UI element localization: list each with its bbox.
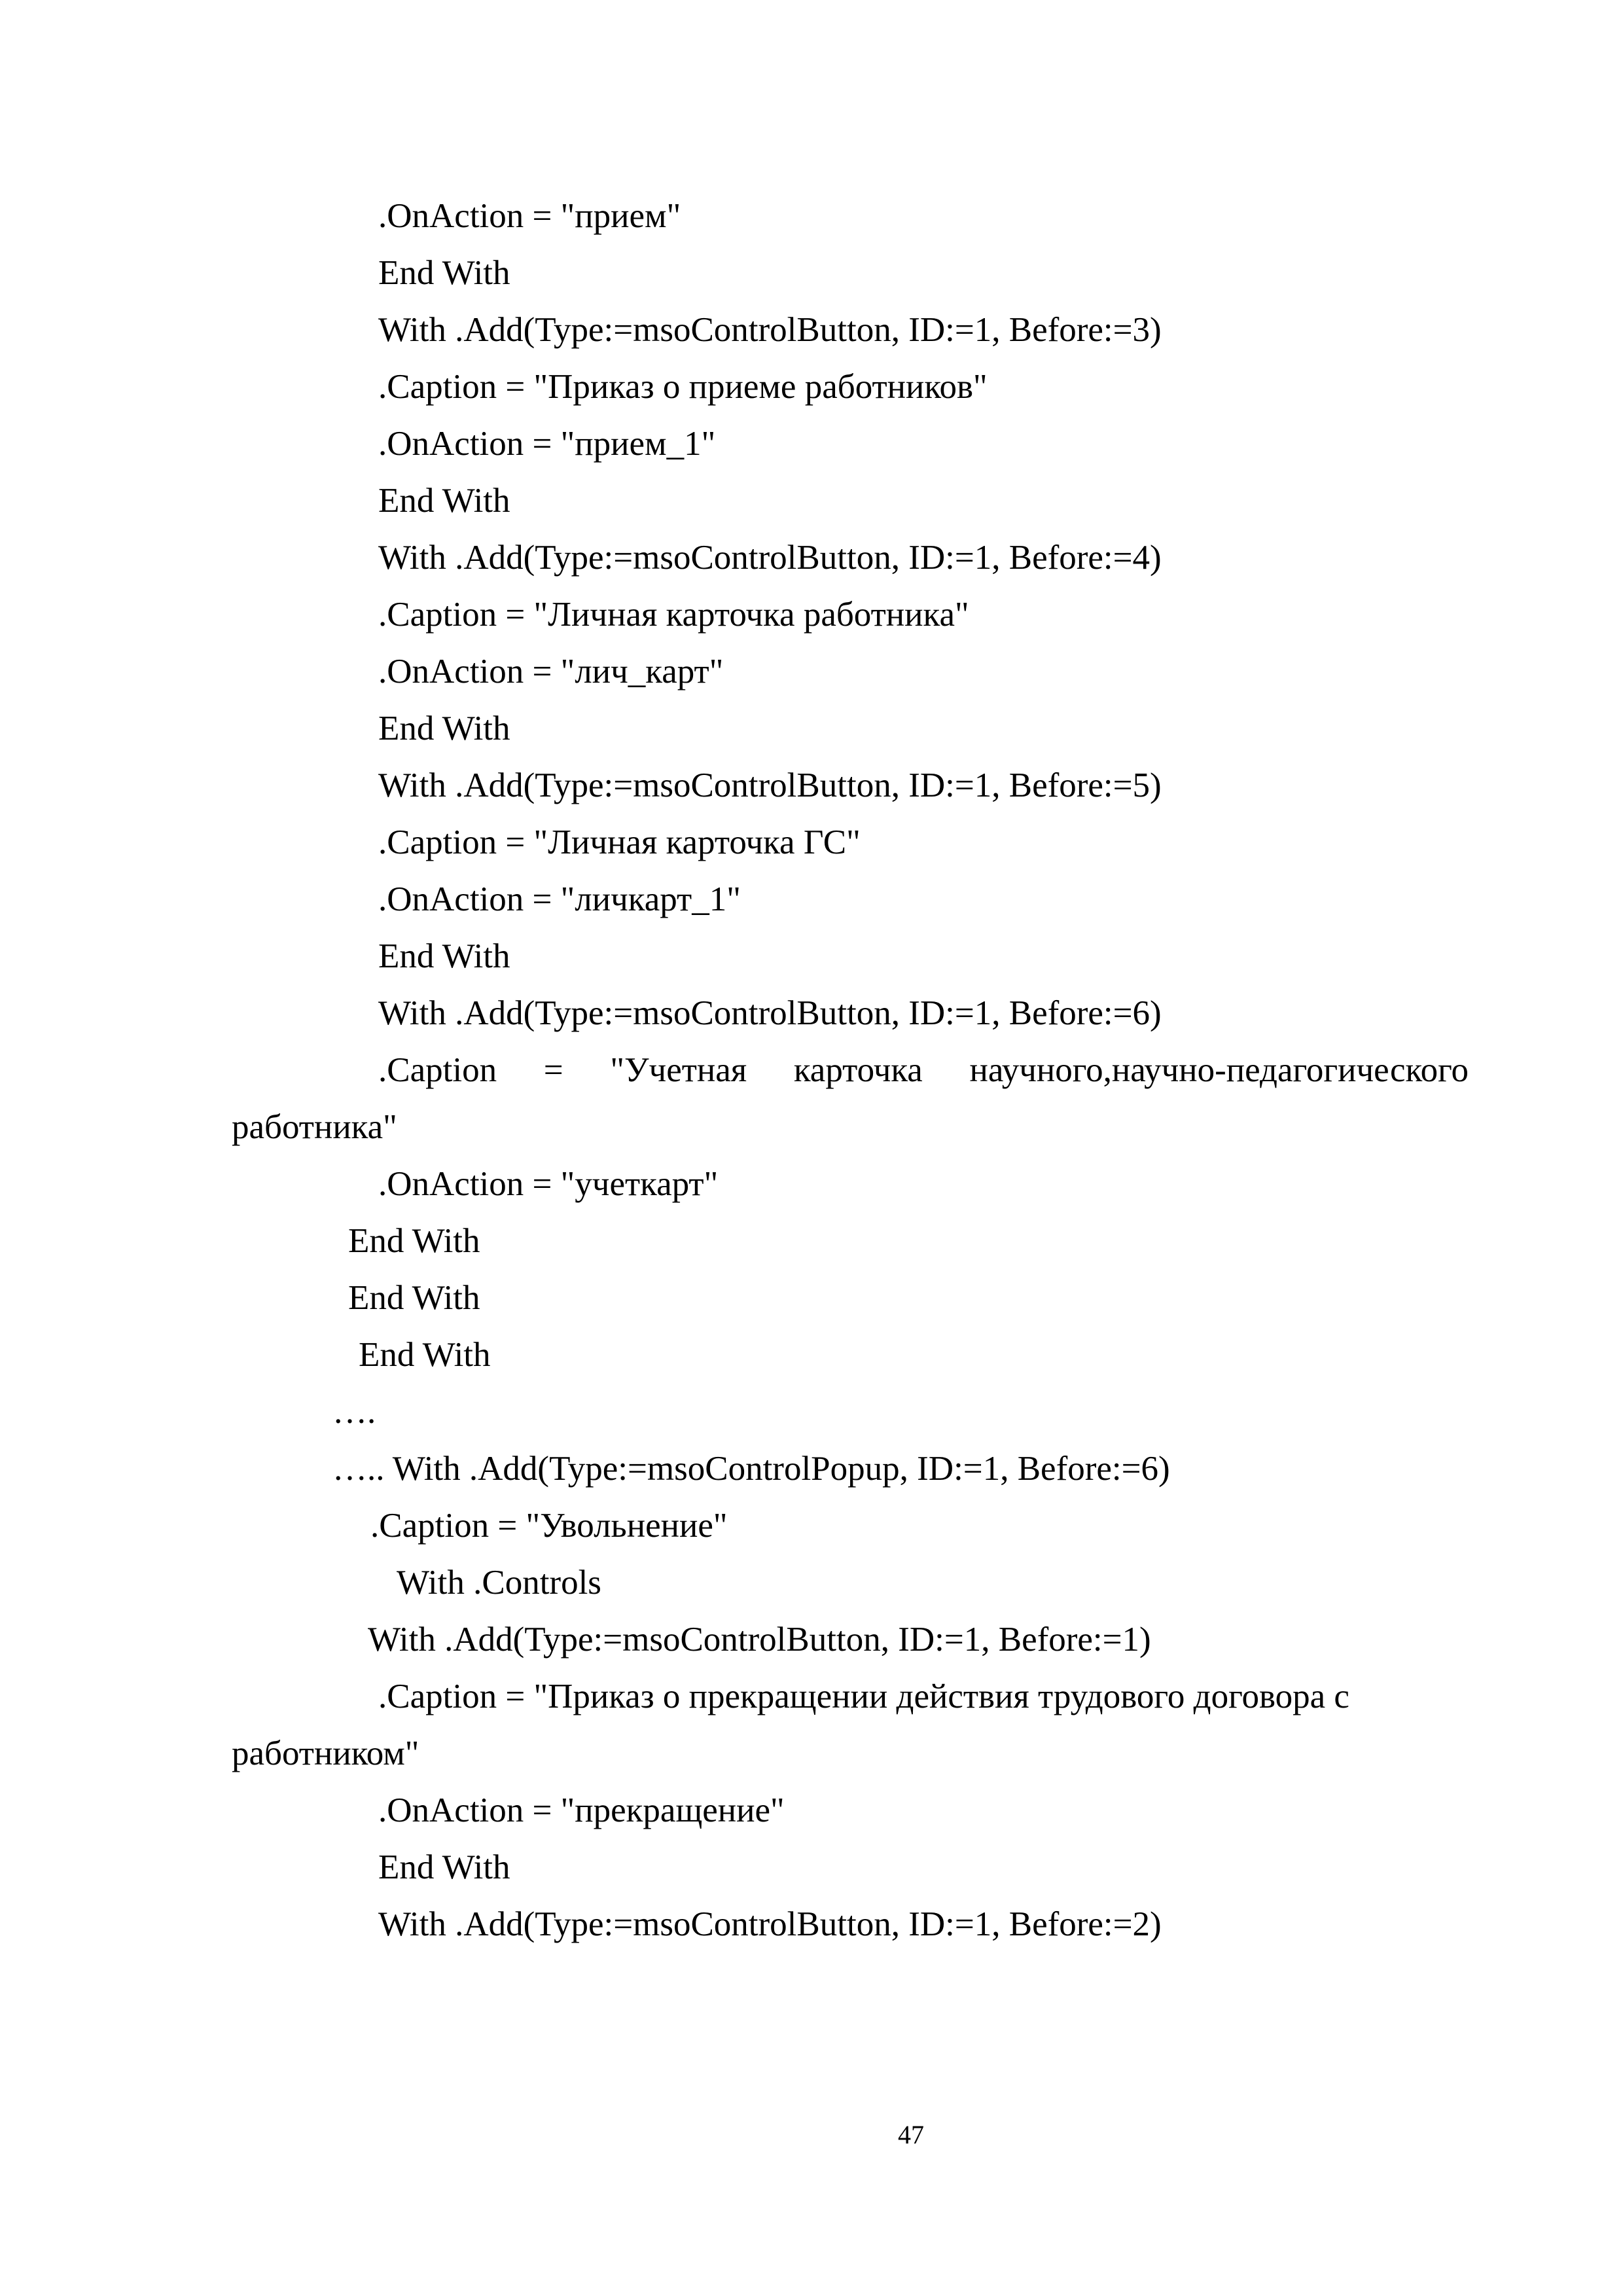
code-line: With .Add(Type:=msoControlButton, ID:=1, Before:=3) [378, 311, 1162, 349]
ellipsis-line: …. [332, 1393, 376, 1431]
code-word: .Caption [378, 1051, 497, 1089]
code-line: With .Controls [397, 1564, 601, 1602]
code-word: "Учетная [610, 1051, 747, 1089]
code-line: .OnAction = "лич_карт" [378, 653, 724, 691]
code-line: .OnAction = "учеткарт" [378, 1165, 719, 1203]
code-line-continuation: работника" [232, 1108, 397, 1146]
code-line: End With [378, 482, 510, 520]
code-line: .OnAction = "прием" [378, 197, 681, 235]
code-word: карточка [793, 1051, 923, 1089]
code-line: End With [378, 1848, 510, 1886]
justified-code-line [378, 1050, 1469, 1090]
code-line: End With [378, 937, 510, 975]
code-line: With .Add(Type:=msoControlButton, ID:=1, Before:=5) [378, 766, 1162, 804]
code-line: End With [378, 254, 510, 292]
code-line: .Caption = "Личная карточка ГС" [378, 823, 861, 861]
code-line: End With [359, 1336, 491, 1374]
code-word: = [543, 1051, 563, 1089]
code-line: End With [348, 1279, 480, 1317]
code-line: End With [348, 1222, 480, 1260]
code-line: ….. With .Add(Type:=msoControlPopup, ID:=1, Before:=6) [332, 1450, 1170, 1488]
code-line: .Caption = "Приказ о прекращении действия трудового договора с [378, 1677, 1349, 1715]
code-line-continuation: работником" [232, 1734, 419, 1772]
code-line: .OnAction = "прием_1" [378, 425, 716, 463]
code-line: .OnAction = "личкарт_1" [378, 880, 741, 918]
code-line: With .Add(Type:=msoControlButton, ID:=1, Before:=4) [378, 539, 1162, 577]
code-line: End With [378, 709, 510, 747]
code-line: With .Add(Type:=msoControlButton, ID:=1, Before:=6) [378, 994, 1162, 1032]
code-line: With .Add(Type:=msoControlButton, ID:=1, Before:=1) [368, 1621, 1151, 1659]
code-line: .Caption = "Личная карточка работника" [378, 596, 969, 634]
page-number: 47 [898, 2120, 924, 2149]
code-line: .Caption = "Приказ о приеме работников" [378, 368, 988, 406]
code-line: With .Add(Type:=msoControlButton, ID:=1, Before:=2) [378, 1905, 1162, 1943]
code-word: научного,научно-педагогического [969, 1051, 1469, 1089]
code-line: .Caption = "Увольнение" [370, 1507, 728, 1545]
code-line: .OnAction = "прекращение" [378, 1791, 785, 1829]
